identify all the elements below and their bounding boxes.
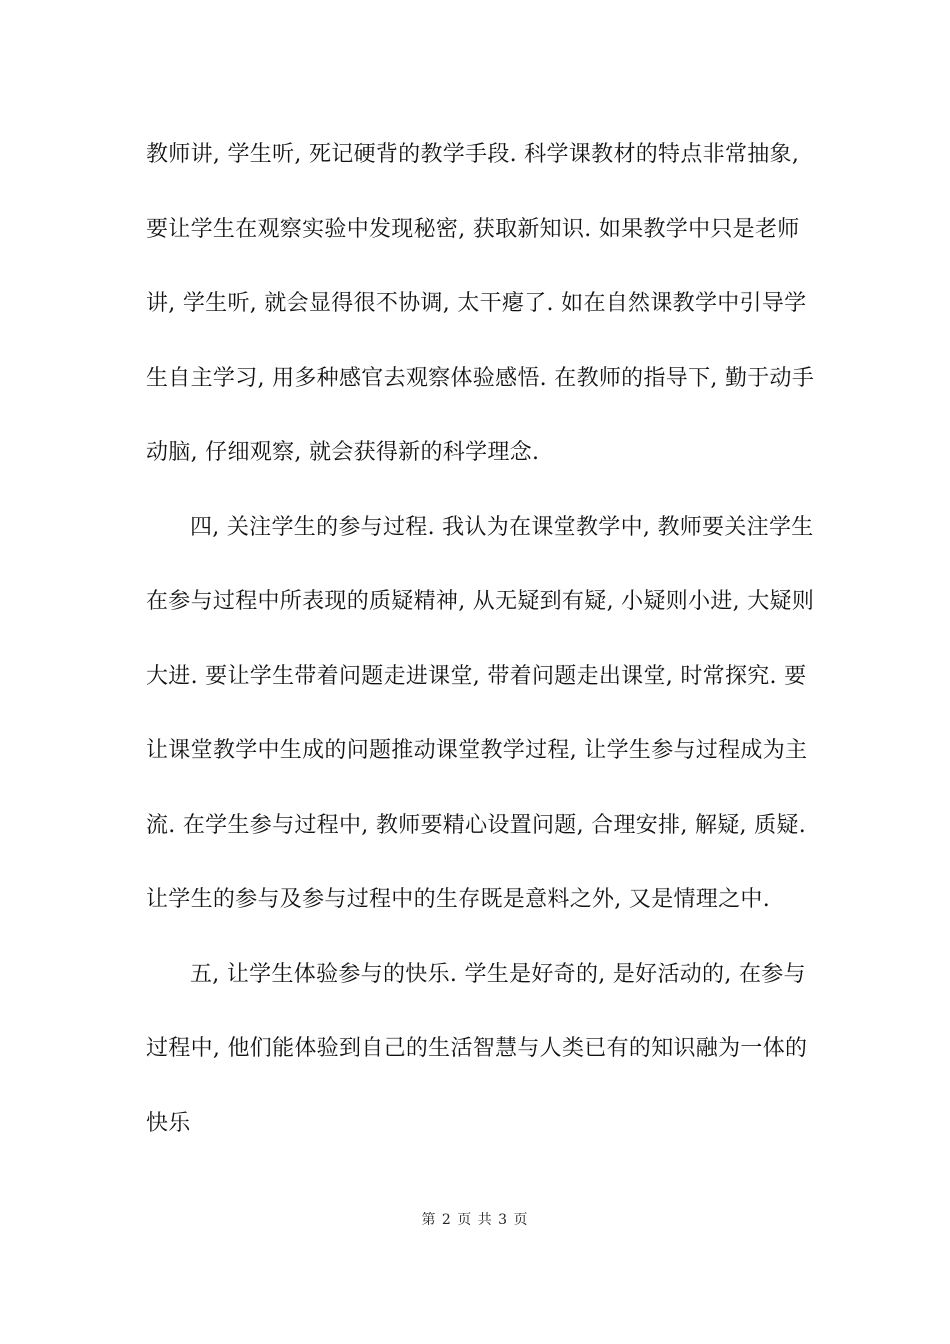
text-line: 要让学生在观察实验中发现秘密, 获取新知识. 如果教学中只是老师 xyxy=(146,216,800,242)
text-line: 教师讲, 学生听, 死记硬背的教学手段. 科学课教材的特点非常抽象, xyxy=(146,142,800,167)
paragraph-start-line: 五, 让学生体验参与的快乐. 学生是好奇的, 是好活动的, 在参与 xyxy=(190,961,806,987)
paragraph-start-line: 四, 关注学生的参与过程. 我认为在课堂教学中, 教师要关注学生 xyxy=(190,514,814,540)
text-line: 流. 在学生参与过程中, 教师要精心设置问题, 合理安排, 解疑, 质疑. xyxy=(146,812,807,838)
text-line: 讲, 学生听, 就会显得很不协调, 太干瘪了. 如在自然课教学中引导学 xyxy=(146,291,807,316)
text-line: 大进. 要让学生带着问题走进课堂, 带着问题走出课堂, 时常探究. 要 xyxy=(146,663,807,689)
text-line: 在参与过程中所表现的质疑精神, 从无疑到有疑, 小疑则小进, 大疑则 xyxy=(146,589,815,614)
text-line: 生自主学习, 用多种感官去观察体验感悟. 在教师的指导下, 勤于动手 xyxy=(146,365,815,391)
page-number-label: 第 2 页 共 3 页 xyxy=(421,1212,529,1228)
text-line: 快乐 xyxy=(146,1110,191,1136)
text-line: 让课堂教学中生成的问题推动课堂教学过程, 让学生参与过程成为主 xyxy=(146,738,808,763)
text-line: 过程中, 他们能体验到自己的生活智慧与人类已有的知识融为一体的 xyxy=(146,1036,808,1061)
body-text xyxy=(146,131,815,1174)
text-line: 动脑, 仔细观察, 就会获得新的科学理念. xyxy=(146,440,540,465)
text-line: 让学生的参与及参与过程中的生存既是意料之外, 又是情理之中. xyxy=(146,887,770,912)
page-footer xyxy=(0,1209,950,1229)
